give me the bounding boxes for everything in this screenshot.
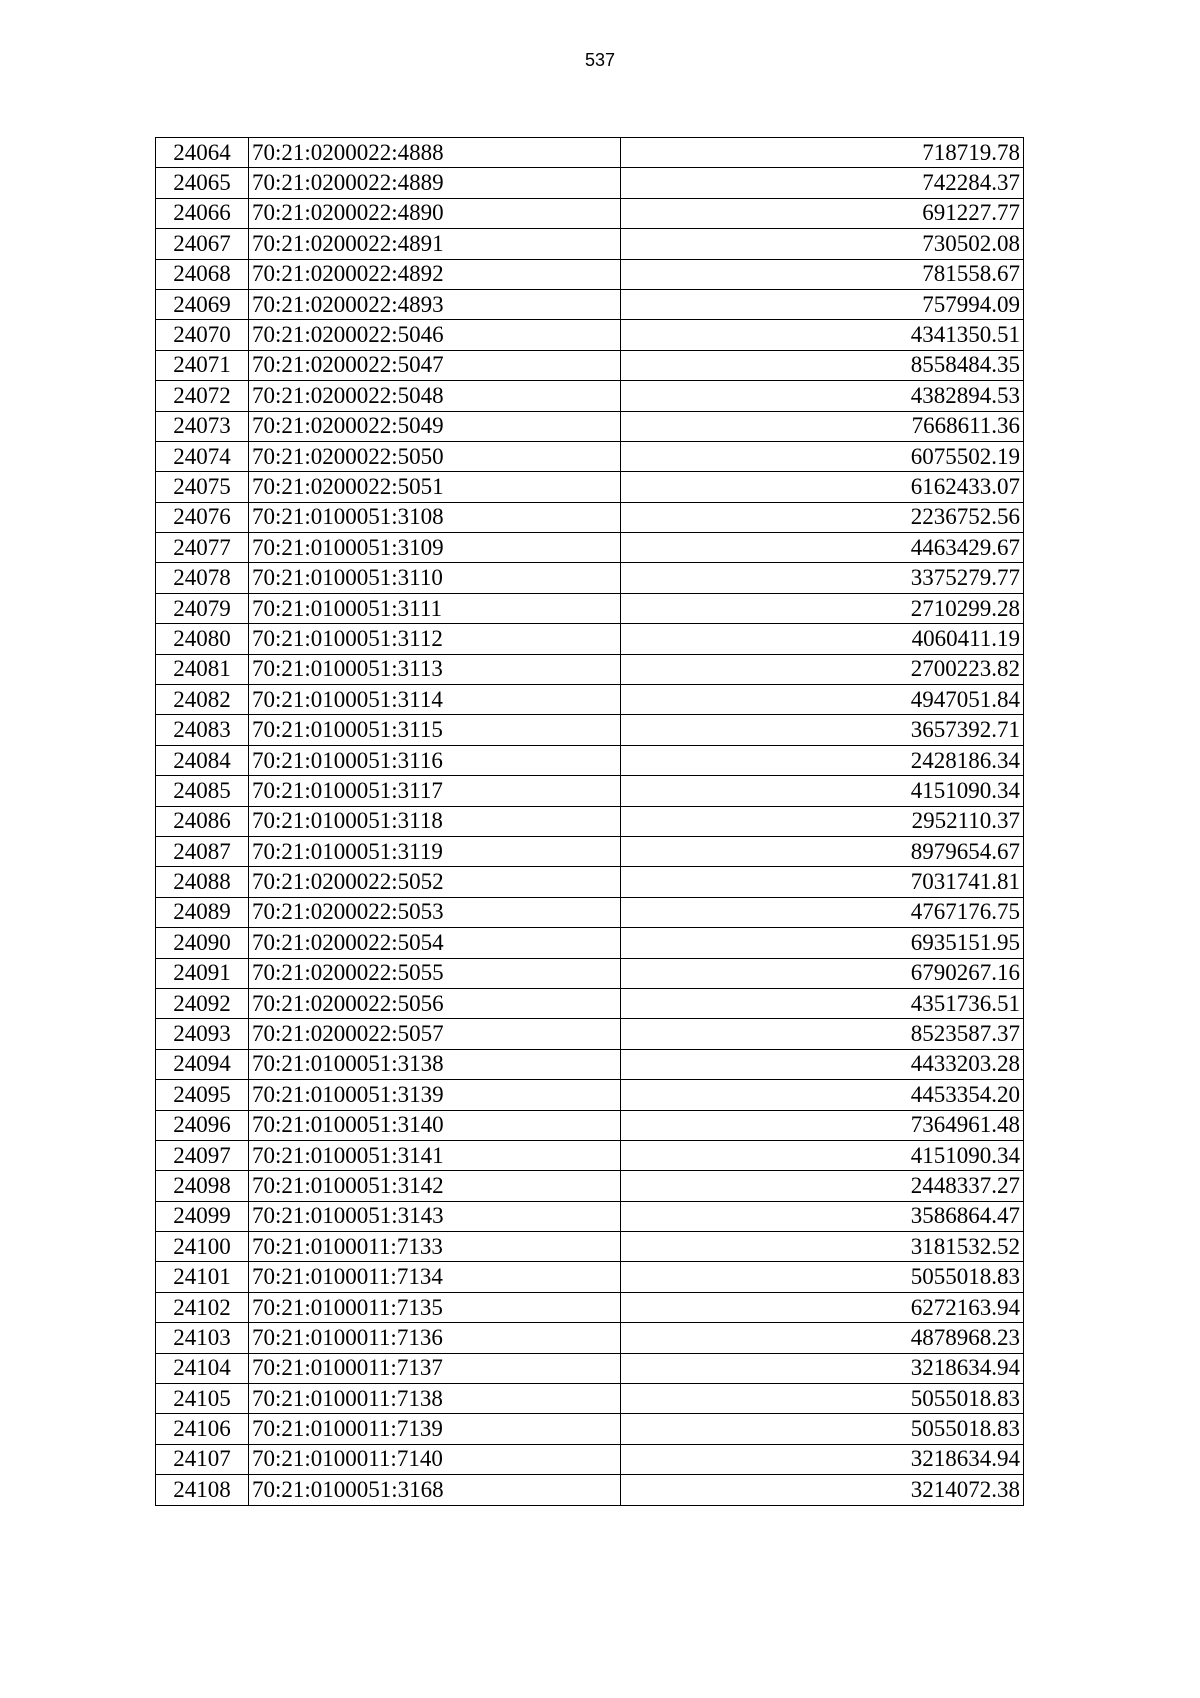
cadastral-number-cell: 70:21:0200022:5051 <box>249 472 621 502</box>
value-cell: 4060411.19 <box>621 624 1024 654</box>
value-cell: 3218634.94 <box>621 1353 1024 1383</box>
row-number-cell: 24103 <box>156 1323 249 1353</box>
value-cell: 8523587.37 <box>621 1019 1024 1049</box>
table-row <box>156 897 1024 927</box>
row-number-cell: 24081 <box>156 654 249 684</box>
row-number-cell: 24084 <box>156 745 249 775</box>
row-number-cell: 24082 <box>156 685 249 715</box>
cadastral-number-cell: 70:21:0100051:3114 <box>249 685 621 715</box>
row-number-cell: 24087 <box>156 836 249 866</box>
cadastral-number-cell: 70:21:0100011:7134 <box>249 1262 621 1292</box>
cadastral-number-cell: 70:21:0100051:3119 <box>249 836 621 866</box>
row-number-cell: 24094 <box>156 1049 249 1079</box>
cadastral-number-cell: 70:21:0100051:3112 <box>249 624 621 654</box>
table-row <box>156 958 1024 988</box>
value-cell: 4351736.51 <box>621 988 1024 1018</box>
value-cell: 3214072.38 <box>621 1475 1024 1505</box>
cadastral-number-cell: 70:21:0200022:5046 <box>249 320 621 350</box>
value-cell: 4382894.53 <box>621 381 1024 411</box>
row-number-cell: 24065 <box>156 168 249 198</box>
value-cell: 6162433.07 <box>621 472 1024 502</box>
row-number-cell: 24090 <box>156 928 249 958</box>
cadastral-number-cell: 70:21:0100011:7133 <box>249 1232 621 1262</box>
table-row <box>156 1171 1024 1201</box>
table-row <box>156 1201 1024 1231</box>
row-number-cell: 24096 <box>156 1110 249 1140</box>
value-cell: 6075502.19 <box>621 441 1024 471</box>
value-cell: 7668611.36 <box>621 411 1024 441</box>
table-row <box>156 320 1024 350</box>
row-number-cell: 24097 <box>156 1140 249 1170</box>
table-row <box>156 1414 1024 1444</box>
table-row <box>156 168 1024 198</box>
value-cell: 3657392.71 <box>621 715 1024 745</box>
cadastral-number-cell: 70:21:0200022:5048 <box>249 381 621 411</box>
table-row <box>156 624 1024 654</box>
value-cell: 4453354.20 <box>621 1080 1024 1110</box>
table-row <box>156 867 1024 897</box>
table-row <box>156 806 1024 836</box>
row-number-cell: 24077 <box>156 533 249 563</box>
value-cell: 4463429.67 <box>621 533 1024 563</box>
table-row <box>156 289 1024 319</box>
value-cell: 4151090.34 <box>621 776 1024 806</box>
table-row <box>156 1292 1024 1322</box>
cadastral-number-cell: 70:21:0100051:3111 <box>249 593 621 623</box>
row-number-cell: 24068 <box>156 259 249 289</box>
row-number-cell: 24089 <box>156 897 249 927</box>
value-cell: 5055018.83 <box>621 1414 1024 1444</box>
table-row <box>156 1140 1024 1170</box>
cadastral-number-cell: 70:21:0200022:5052 <box>249 867 621 897</box>
value-cell: 2710299.28 <box>621 593 1024 623</box>
row-number-cell: 24085 <box>156 776 249 806</box>
row-number-cell: 24078 <box>156 563 249 593</box>
row-number-cell: 24091 <box>156 958 249 988</box>
value-cell: 742284.37 <box>621 168 1024 198</box>
table-row <box>156 685 1024 715</box>
row-number-cell: 24101 <box>156 1262 249 1292</box>
cadastral-number-cell: 70:21:0200022:5047 <box>249 350 621 380</box>
table-row <box>156 502 1024 532</box>
row-number-cell: 24106 <box>156 1414 249 1444</box>
value-cell: 6935151.95 <box>621 928 1024 958</box>
cadastral-number-cell: 70:21:0100051:3109 <box>249 533 621 563</box>
cadastral-number-cell: 70:21:0200022:4890 <box>249 198 621 228</box>
cadastral-number-cell: 70:21:0100051:3141 <box>249 1140 621 1170</box>
page-number: 537 <box>584 50 616 70</box>
value-cell: 7364961.48 <box>621 1110 1024 1140</box>
row-number-cell: 24073 <box>156 411 249 441</box>
cadastral-number-cell: 70:21:0100011:7137 <box>249 1353 621 1383</box>
cadastral-number-cell: 70:21:0100051:3139 <box>249 1080 621 1110</box>
value-cell: 5055018.83 <box>621 1384 1024 1414</box>
row-number-cell: 24100 <box>156 1232 249 1262</box>
table-row <box>156 198 1024 228</box>
table-row <box>156 1262 1024 1292</box>
row-number-cell: 24075 <box>156 472 249 502</box>
row-number-cell: 24105 <box>156 1384 249 1414</box>
row-number-cell: 24102 <box>156 1292 249 1322</box>
value-cell: 781558.67 <box>621 259 1024 289</box>
cadastral-number-cell: 70:21:0100011:7139 <box>249 1414 621 1444</box>
cadastral-number-cell: 70:21:0200022:5057 <box>249 1019 621 1049</box>
value-cell: 4947051.84 <box>621 685 1024 715</box>
row-number-cell: 24098 <box>156 1171 249 1201</box>
table-body <box>156 138 1024 1506</box>
row-number-cell: 24092 <box>156 988 249 1018</box>
value-cell: 8558484.35 <box>621 350 1024 380</box>
cadastral-number-cell: 70:21:0100011:7138 <box>249 1384 621 1414</box>
value-cell: 4878968.23 <box>621 1323 1024 1353</box>
cadastral-number-cell: 70:21:0100051:3116 <box>249 745 621 775</box>
cadastral-number-cell: 70:21:0100051:3138 <box>249 1049 621 1079</box>
cadastral-number-cell: 70:21:0200022:4891 <box>249 229 621 259</box>
row-number-cell: 24071 <box>156 350 249 380</box>
cadastral-number-cell: 70:21:0100011:7135 <box>249 1292 621 1322</box>
table-row <box>156 776 1024 806</box>
value-cell: 3375279.77 <box>621 563 1024 593</box>
cadastral-number-cell: 70:21:0100051:3113 <box>249 654 621 684</box>
table-row <box>156 654 1024 684</box>
value-cell: 2700223.82 <box>621 654 1024 684</box>
value-cell: 718719.78 <box>621 138 1024 168</box>
row-number-cell: 24070 <box>156 320 249 350</box>
table-row <box>156 411 1024 441</box>
row-number-cell: 24108 <box>156 1475 249 1505</box>
table-row <box>156 138 1024 168</box>
cadastral-number-cell: 70:21:0200022:4893 <box>249 289 621 319</box>
cadastral-number-cell: 70:21:0100051:3108 <box>249 502 621 532</box>
value-cell: 691227.77 <box>621 198 1024 228</box>
row-number-cell: 24107 <box>156 1444 249 1474</box>
row-number-cell: 24099 <box>156 1201 249 1231</box>
table-row <box>156 988 1024 1018</box>
value-cell: 757994.09 <box>621 289 1024 319</box>
value-cell: 5055018.83 <box>621 1262 1024 1292</box>
table-row <box>156 259 1024 289</box>
data-table <box>155 137 1024 1506</box>
value-cell: 4151090.34 <box>621 1140 1024 1170</box>
table-row <box>156 533 1024 563</box>
cadastral-number-cell: 70:21:0200022:5056 <box>249 988 621 1018</box>
row-number-cell: 24093 <box>156 1019 249 1049</box>
cadastral-number-cell: 70:21:0100051:3118 <box>249 806 621 836</box>
value-cell: 2952110.37 <box>621 806 1024 836</box>
row-number-cell: 24074 <box>156 441 249 471</box>
cadastral-number-cell: 70:21:0100051:3115 <box>249 715 621 745</box>
row-number-cell: 24069 <box>156 289 249 319</box>
row-number-cell: 24104 <box>156 1353 249 1383</box>
table-row <box>156 1019 1024 1049</box>
value-cell: 6790267.16 <box>621 958 1024 988</box>
cadastral-number-cell: 70:21:0100051:3117 <box>249 776 621 806</box>
table-row <box>156 229 1024 259</box>
table-row <box>156 1080 1024 1110</box>
table-row <box>156 381 1024 411</box>
value-cell: 2428186.34 <box>621 745 1024 775</box>
value-cell: 4341350.51 <box>621 320 1024 350</box>
cadastral-number-cell: 70:21:0200022:5053 <box>249 897 621 927</box>
row-number-cell: 24095 <box>156 1080 249 1110</box>
value-cell: 2448337.27 <box>621 1171 1024 1201</box>
table-row <box>156 1384 1024 1414</box>
value-cell: 3181532.52 <box>621 1232 1024 1262</box>
table-row <box>156 1444 1024 1474</box>
row-number-cell: 24080 <box>156 624 249 654</box>
row-number-cell: 24079 <box>156 593 249 623</box>
table-row <box>156 593 1024 623</box>
table-row <box>156 928 1024 958</box>
row-number-cell: 24088 <box>156 867 249 897</box>
row-number-cell: 24067 <box>156 229 249 259</box>
table-row <box>156 1475 1024 1505</box>
table-row <box>156 745 1024 775</box>
row-number-cell: 24076 <box>156 502 249 532</box>
table-row <box>156 1110 1024 1140</box>
table-row <box>156 836 1024 866</box>
table-row <box>156 1353 1024 1383</box>
cadastral-number-cell: 70:21:0200022:4892 <box>249 259 621 289</box>
table-row <box>156 1049 1024 1079</box>
value-cell: 4433203.28 <box>621 1049 1024 1079</box>
value-cell: 3586864.47 <box>621 1201 1024 1231</box>
row-number-cell: 24066 <box>156 198 249 228</box>
cadastral-number-cell: 70:21:0200022:4888 <box>249 138 621 168</box>
row-number-cell: 24086 <box>156 806 249 836</box>
table-row <box>156 472 1024 502</box>
table-row <box>156 441 1024 471</box>
row-number-cell: 24072 <box>156 381 249 411</box>
table-row <box>156 563 1024 593</box>
value-cell: 7031741.81 <box>621 867 1024 897</box>
row-number-cell: 24064 <box>156 138 249 168</box>
cadastral-number-cell: 70:21:0100051:3140 <box>249 1110 621 1140</box>
table-row <box>156 1232 1024 1262</box>
value-cell: 730502.08 <box>621 229 1024 259</box>
row-number-cell: 24083 <box>156 715 249 745</box>
table-row <box>156 715 1024 745</box>
value-cell: 4767176.75 <box>621 897 1024 927</box>
value-cell: 6272163.94 <box>621 1292 1024 1322</box>
cadastral-number-cell: 70:21:0100051:3168 <box>249 1475 621 1505</box>
cadastral-number-cell: 70:21:0100051:3142 <box>249 1171 621 1201</box>
cadastral-number-cell: 70:21:0100051:3110 <box>249 563 621 593</box>
value-cell: 2236752.56 <box>621 502 1024 532</box>
cadastral-number-cell: 70:21:0200022:5055 <box>249 958 621 988</box>
value-cell: 3218634.94 <box>621 1444 1024 1474</box>
cadastral-number-cell: 70:21:0200022:5049 <box>249 411 621 441</box>
value-cell: 8979654.67 <box>621 836 1024 866</box>
cadastral-number-cell: 70:21:0100011:7136 <box>249 1323 621 1353</box>
table-row <box>156 350 1024 380</box>
cadastral-number-cell: 70:21:0200022:5050 <box>249 441 621 471</box>
cadastral-number-cell: 70:21:0200022:5054 <box>249 928 621 958</box>
table-row <box>156 1323 1024 1353</box>
cadastral-number-cell: 70:21:0100051:3143 <box>249 1201 621 1231</box>
cadastral-number-cell: 70:21:0100011:7140 <box>249 1444 621 1474</box>
cadastral-number-cell: 70:21:0200022:4889 <box>249 168 621 198</box>
